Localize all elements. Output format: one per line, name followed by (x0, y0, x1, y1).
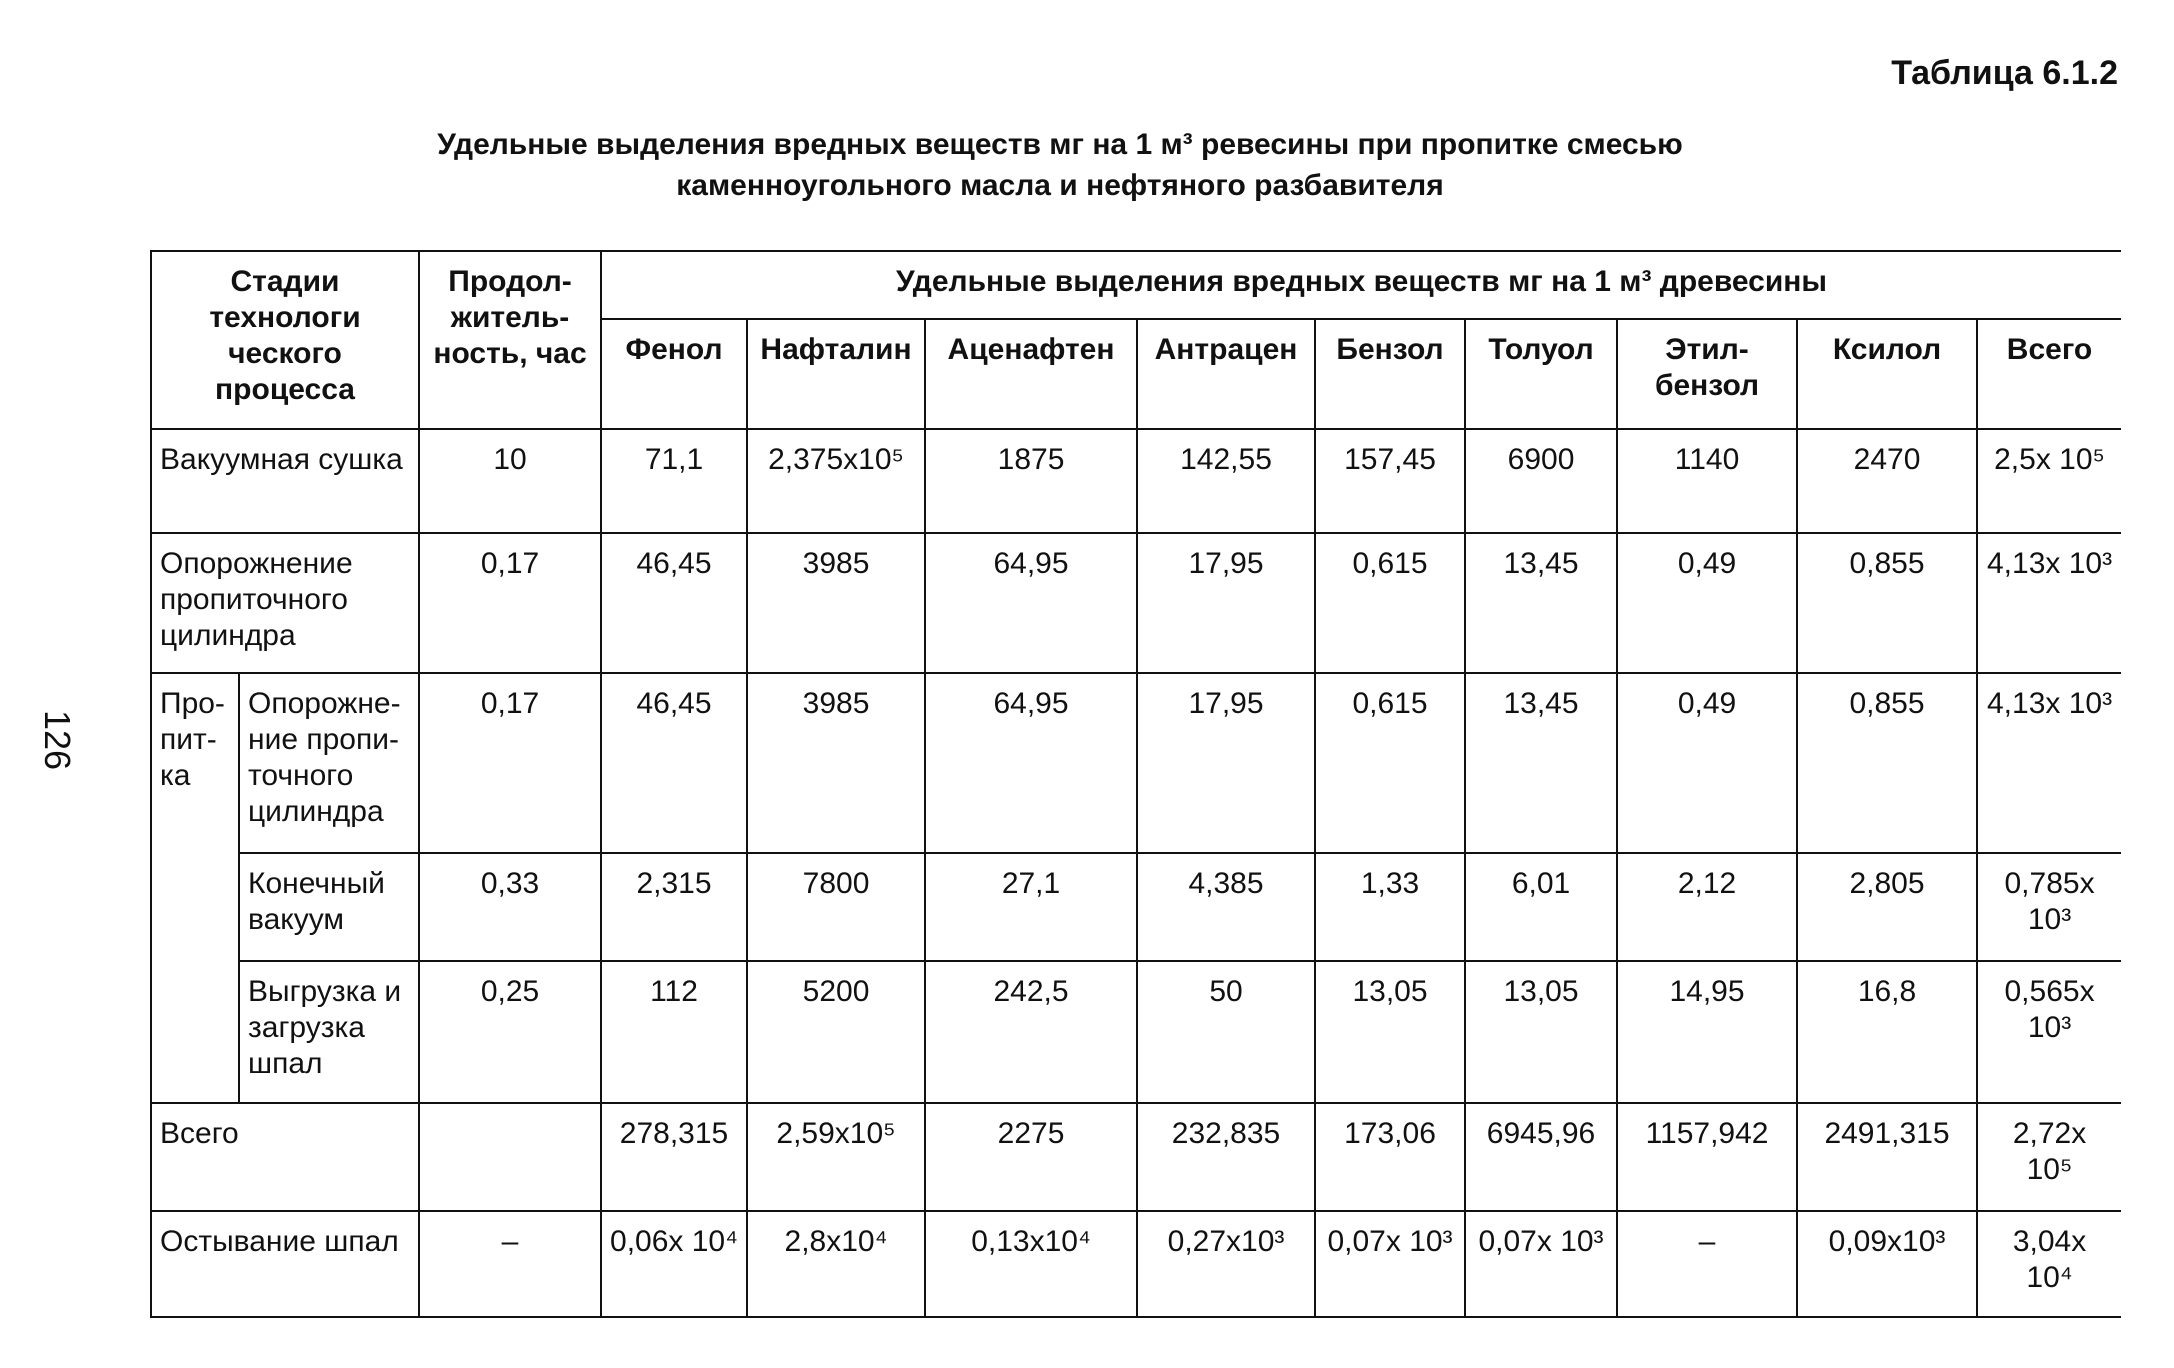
stage-cell: Опорожнение пропиточного цилиндра (151, 533, 419, 673)
stage-cell: Вакуумная сушка (151, 429, 419, 533)
total-cell: 3,04x 10⁴ (1977, 1211, 2121, 1317)
value-cell: 64,95 (925, 673, 1137, 853)
value-cell: 1,33 (1315, 853, 1465, 961)
value-cell: 1875 (925, 429, 1137, 533)
total-cell: 0,565x 10³ (1977, 961, 2121, 1103)
value-cell: 242,5 (925, 961, 1137, 1103)
value-cell: 13,45 (1465, 673, 1617, 853)
value-cell: 1140 (1617, 429, 1797, 533)
value-cell: 13,05 (1315, 961, 1465, 1103)
duration-cell (419, 1103, 601, 1211)
value-cell: 13,05 (1465, 961, 1617, 1103)
value-cell: 4,385 (1137, 853, 1315, 961)
value-cell: 2470 (1797, 429, 1977, 533)
value-cell: 71,1 (601, 429, 747, 533)
value-cell: 13,45 (1465, 533, 1617, 673)
table-row (151, 1103, 2121, 1211)
header-naphthalene: Нафталин (747, 319, 925, 429)
total-cell: 4,13x 10³ (1977, 673, 2121, 853)
value-cell: 0,13x10⁴ (925, 1211, 1137, 1317)
value-cell: 142,55 (1137, 429, 1315, 533)
value-cell: 232,835 (1137, 1103, 1315, 1211)
value-cell: 0,07x 10³ (1465, 1211, 1617, 1317)
value-cell: 0,615 (1315, 533, 1465, 673)
value-cell: 17,95 (1137, 533, 1315, 673)
stage-cell: Опорожне-ние пропи-точного цилиндра (239, 673, 419, 853)
value-cell: 64,95 (925, 533, 1137, 673)
caption-line-2: каменноугольного масла и нефтяного разбавителя (676, 169, 1444, 202)
value-cell: 0,27x10³ (1137, 1211, 1315, 1317)
value-cell: 1157,942 (1617, 1103, 1797, 1211)
value-cell: 173,06 (1315, 1103, 1465, 1211)
table-row (151, 533, 2121, 673)
stage-cell: Остывание шпал (151, 1211, 419, 1317)
value-cell: 112 (601, 961, 747, 1103)
value-cell: 0,06x 10⁴ (601, 1211, 747, 1317)
value-cell: 2,12 (1617, 853, 1797, 961)
table-row (151, 673, 2121, 853)
duration-cell: 0,17 (419, 673, 601, 853)
value-cell: 2275 (925, 1103, 1137, 1211)
value-cell: 2,59x10⁵ (747, 1103, 925, 1211)
value-cell: 6900 (1465, 429, 1617, 533)
value-cell: 2,8x10⁴ (747, 1211, 925, 1317)
value-cell: 6,01 (1465, 853, 1617, 961)
table-caption (300, 124, 1820, 206)
header-acenaphthene: Аценафтен (925, 319, 1137, 429)
value-cell: 6945,96 (1465, 1103, 1617, 1211)
value-cell: 5200 (747, 961, 925, 1103)
duration-cell: 0,25 (419, 961, 601, 1103)
duration-cell: – (419, 1211, 601, 1317)
value-cell: 0,07x 10³ (1315, 1211, 1465, 1317)
table-number: Таблица 6.1.2 (1891, 54, 2118, 92)
header-xylene: Ксилол (1797, 319, 1977, 429)
total-cell: 2,72x 10⁵ (1977, 1103, 2121, 1211)
value-cell: 0,615 (1315, 673, 1465, 853)
value-cell: 2,375x10⁵ (747, 429, 925, 533)
table-body (151, 429, 2121, 1317)
header-stage: Стадии технологи ческого процесса (151, 251, 419, 429)
table-row (151, 429, 2121, 533)
value-cell: 278,315 (601, 1103, 747, 1211)
value-cell: 2491,315 (1797, 1103, 1977, 1211)
stage-cell: Всего (151, 1103, 419, 1211)
duration-cell: 0,17 (419, 533, 601, 673)
value-cell: 7800 (747, 853, 925, 961)
total-cell: 0,785x 10³ (1977, 853, 2121, 961)
value-cell: 16,8 (1797, 961, 1977, 1103)
stage-cell: Выгрузка и загрузка шпал (239, 961, 419, 1103)
value-cell: 2,805 (1797, 853, 1977, 961)
duration-cell: 0,33 (419, 853, 601, 961)
value-cell: 46,45 (601, 673, 747, 853)
header-toluene: Толуол (1465, 319, 1617, 429)
header-total: Всего (1977, 319, 2121, 429)
header-ethylbenzene: Этил-бензол (1617, 319, 1797, 429)
stage-cell: Конечный вакуум (239, 853, 419, 961)
value-cell: 0,855 (1797, 673, 1977, 853)
header-phenol: Фенол (601, 319, 747, 429)
table-row (151, 853, 2121, 961)
header-group: Удельные выделения вредных веществ мг на 1 м³ древесины (601, 251, 2121, 319)
value-cell: 50 (1137, 961, 1315, 1103)
total-cell: 2,5x 10⁵ (1977, 429, 2121, 533)
value-cell: 3985 (747, 673, 925, 853)
value-cell: 46,45 (601, 533, 747, 673)
value-cell: 0,49 (1617, 533, 1797, 673)
value-cell: – (1617, 1211, 1797, 1317)
table-row (151, 961, 2121, 1103)
duration-cell: 10 (419, 429, 601, 533)
value-cell: 0,855 (1797, 533, 1977, 673)
page-number: 126 (37, 709, 78, 771)
impregnation-group-cell: Про-пит-ка (151, 673, 239, 1103)
header-anthracene: Антрацен (1137, 319, 1315, 429)
table-row (151, 1211, 2121, 1317)
header-duration: Продол-житель-ность, час (419, 251, 601, 429)
caption-line-1: Удельные выделения вредных веществ мг на 1 м³ ревесины при пропитке смесью (437, 128, 1683, 161)
value-cell: 2,315 (601, 853, 747, 961)
total-cell: 4,13x 10³ (1977, 533, 2121, 673)
value-cell: 27,1 (925, 853, 1137, 961)
value-cell: 0,49 (1617, 673, 1797, 853)
value-cell: 17,95 (1137, 673, 1315, 853)
value-cell: 0,09x10³ (1797, 1211, 1977, 1317)
value-cell: 3985 (747, 533, 925, 673)
emissions-table (150, 250, 2121, 1318)
header-benzene: Бензол (1315, 319, 1465, 429)
value-cell: 14,95 (1617, 961, 1797, 1103)
value-cell: 157,45 (1315, 429, 1465, 533)
